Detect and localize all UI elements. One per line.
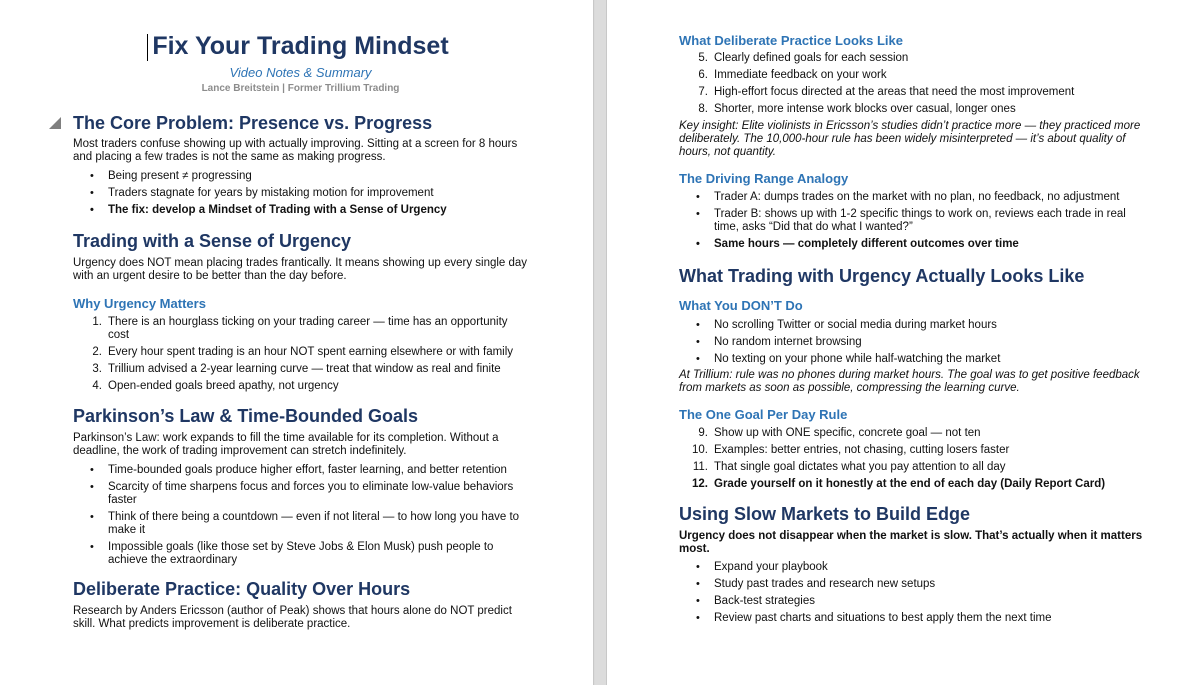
document-byline: Lance Breitstein | Former Trillium Trading xyxy=(201,83,400,94)
list-item: • Study past trades and research new setups xyxy=(696,578,936,590)
document-page-left[interactable] xyxy=(0,0,594,685)
heading-deliberate-looks-like[interactable]: What Deliberate Practice Looks Like xyxy=(679,33,903,48)
list-item: • Trader B: shows up with 1-2 specific things to work on, reviews each trade in real time, asks “Did that do what I wanted?” xyxy=(696,208,1126,233)
list-item: • No random internet browsing xyxy=(696,336,862,348)
document-page-right[interactable] xyxy=(606,0,1200,685)
text-cursor xyxy=(147,34,148,61)
bullet-icon: • xyxy=(696,191,700,203)
heading-what-you-dont-do[interactable]: What You DON’T Do xyxy=(679,298,803,313)
list-item: • Think of there being a countdown — even if not literal — to how long you have to make it xyxy=(90,511,520,536)
numbered-list xyxy=(73,316,528,393)
heading-urgency-looks-like[interactable]: What Trading with Urgency Actually Looks Like xyxy=(679,266,1085,286)
heading-deliberate-practice[interactable]: Deliberate Practice: Quality Over Hours xyxy=(73,579,411,599)
list-item: 3. Trillium advised a 2-year learning curve — treat that window as real and finite xyxy=(92,363,501,375)
bullet-icon: • xyxy=(696,578,700,590)
paragraph: Research by Anders Ericsson (author of Peak) shows that hours alone do NOT predict skill. What predicts improvement is deliberate practice. xyxy=(73,605,512,630)
bullet-icon: • xyxy=(90,464,94,476)
list-item: • No texting on your phone while half-watching the market xyxy=(696,353,1001,365)
numbered-list xyxy=(679,427,1144,491)
list-item: • Back-test strategies xyxy=(696,595,815,607)
list-item: 6. Immediate feedback on your work xyxy=(698,69,887,81)
heading-parkinsons-law[interactable]: Parkinson’s Law & Time-Bounded Goals xyxy=(73,406,419,426)
list-item: • Traders stagnate for years by mistaking motion for improvement xyxy=(90,187,434,199)
document-subtitle: Video Notes & Summary xyxy=(229,65,372,80)
list-item: • Scarcity of time sharpens focus and forces you to eliminate low-value behaviors faster xyxy=(90,481,514,506)
list-item: • Review past charts and situations to best apply them the next time xyxy=(696,612,1052,624)
list-item: • The fix: develop a Mindset of Trading with a Sense of Urgency xyxy=(90,204,447,216)
bullet-icon: • xyxy=(696,561,700,573)
key-insight-note: Key insight: Elite violinists in Ericsson’s studies didn’t practice more — they practiced more deliberately. The 10,000-hour rule has been widely misinterpreted — it’s about quality of hours, not quantity. xyxy=(679,120,1141,158)
collapse-heading-icon[interactable] xyxy=(49,117,61,129)
bullet-icon: • xyxy=(696,612,700,624)
bullet-icon: • xyxy=(90,541,94,553)
list-item: 7. High-effort focus directed at the areas that need the most improvement xyxy=(698,86,1075,98)
heading-core-problem[interactable] xyxy=(73,112,528,134)
bullet-icon: • xyxy=(696,353,700,365)
paragraph: Most traders confuse showing up with actually improving. Sitting at a screen for 8 hours and placing a few trades is not the same as making progress. xyxy=(73,138,518,163)
paragraph: Urgency does NOT mean placing trades frantically. It means showing up every single day with an urgent desire to be better than the day before. xyxy=(73,257,528,282)
bullet-icon: • xyxy=(696,336,700,348)
bullet-list xyxy=(679,319,1144,366)
heading-why-urgency[interactable]: Why Urgency Matters xyxy=(73,296,206,311)
heading-driving-range[interactable]: The Driving Range Analogy xyxy=(679,171,849,186)
list-item: 5. Clearly defined goals for each session xyxy=(698,52,909,64)
list-item: • Time-bounded goals produce higher effort, faster learning, and better retention xyxy=(90,464,507,476)
bullet-list xyxy=(679,561,1144,625)
list-item: 2. Every hour spent trading is an hour NOT spent earning elsewhere or with family xyxy=(92,346,514,358)
bullet-list xyxy=(679,191,1144,251)
page-gutter xyxy=(595,0,606,685)
paragraph: Urgency does not disappear when the market is slow. That’s actually when it matters most. xyxy=(679,530,1143,555)
paragraph: Parkinson’s Law: work expands to fill the time available for its completion. Without a deadline, the work of trading improvement can stretch indefinitely. xyxy=(73,432,499,457)
page-content xyxy=(73,0,528,631)
list-item: 1. There is an hourglass ticking on your trading career — time has an opportunity cost xyxy=(92,316,508,341)
list-item: • Same hours — completely different outcomes over time xyxy=(696,238,1019,250)
list-item: 4. Open-ended goals breed apathy, not urgency xyxy=(92,380,339,392)
bullet-list xyxy=(73,170,528,217)
bullet-icon: • xyxy=(696,319,700,331)
document-title-text: Fix Your Trading Mindset xyxy=(152,32,449,60)
heading-slow-markets[interactable]: Using Slow Markets to Build Edge xyxy=(679,504,971,524)
heading-one-goal-rule[interactable]: The One Goal Per Day Rule xyxy=(679,407,848,422)
bullet-icon: • xyxy=(90,481,94,493)
list-item: 8. Shorter, more intense work blocks over casual, longer ones xyxy=(698,103,1016,115)
bullet-icon: • xyxy=(696,595,700,607)
bullet-icon: • xyxy=(90,204,94,216)
document-title[interactable] xyxy=(73,31,528,61)
list-item: 12. Grade yourself on it honestly at the end of each day (Daily Report Card) xyxy=(692,478,1106,490)
bullet-icon: • xyxy=(90,187,94,199)
list-item: 10. Examples: better entries, not chasing, cutting losers faster xyxy=(692,444,1010,456)
page-content xyxy=(679,0,1144,629)
bullet-icon: • xyxy=(696,238,700,250)
heading-text: The Core Problem: Presence vs. Progress xyxy=(73,113,433,133)
heading-urgency[interactable]: Trading with a Sense of Urgency xyxy=(73,231,352,251)
numbered-list xyxy=(679,52,1144,116)
list-item: 9. Show up with ONE specific, concrete goal — not ten xyxy=(698,427,981,439)
list-item: • Trader A: dumps trades on the market with no plan, no feedback, no adjustment xyxy=(696,191,1120,203)
bullet-icon: • xyxy=(90,170,94,182)
list-item: • Impossible goals (like those set by Steve Jobs & Elon Musk) push people to achieve the extraordinary xyxy=(90,541,494,566)
bullet-icon: • xyxy=(90,511,94,523)
bullet-icon: • xyxy=(696,208,700,220)
list-item: • Being present ≠ progressing xyxy=(90,170,252,182)
list-item: • No scrolling Twitter or social media during market hours xyxy=(696,319,997,331)
list-item: • Expand your playbook xyxy=(696,561,828,573)
bullet-list xyxy=(73,464,528,567)
trillium-note: At Trillium: rule was no phones during market hours. The goal was to get positive feedback from markets as soon as possible, compressing the learning curve. xyxy=(679,369,1140,394)
list-item: 11. That single goal dictates what you pay attention to all day xyxy=(692,461,1006,473)
